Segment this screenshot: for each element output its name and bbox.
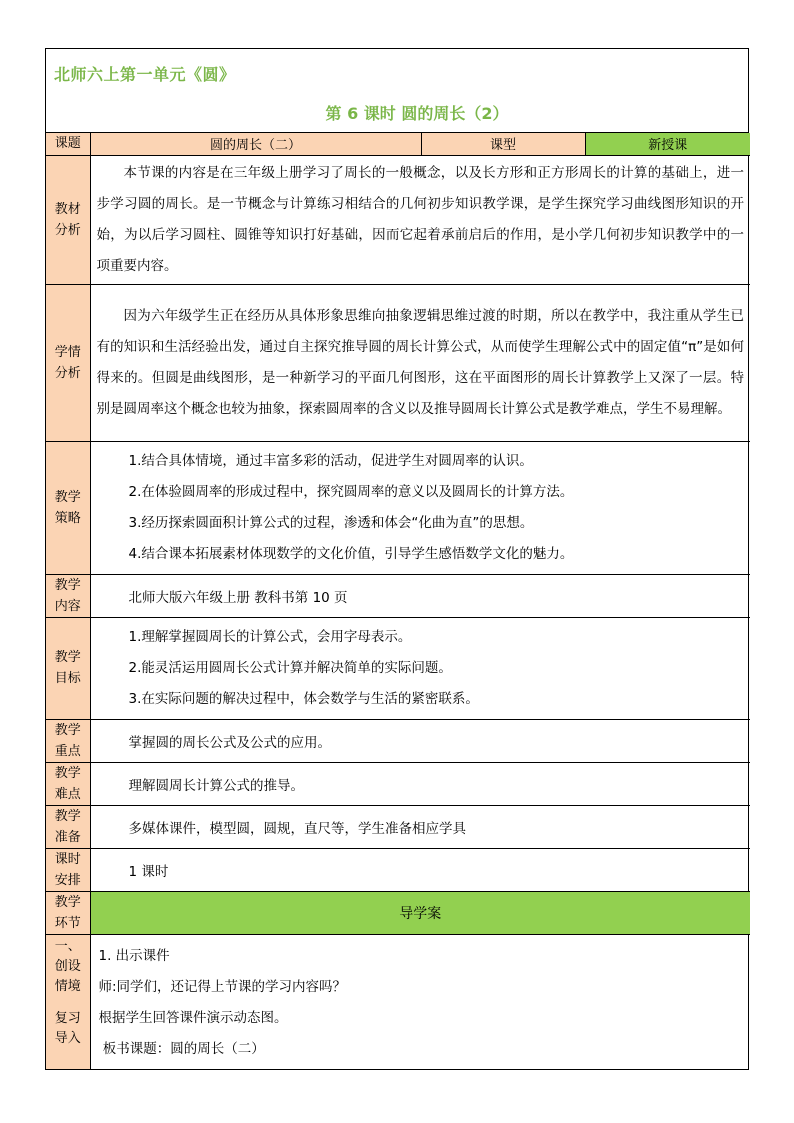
student-analysis-label: 学情 分析 bbox=[46, 284, 90, 441]
strategy-item: 1.结合具体情境，通过丰富多彩的活动，促进学生对圆周率的认识。 bbox=[128, 452, 533, 469]
preparation-text: 多媒体课件，模型圆，圆规，直尺等，学生准备相应学具 bbox=[90, 805, 750, 848]
stage-one-line: 师:同学们，还记得上节课的学习内容吗？ bbox=[98, 978, 347, 995]
student-analysis-text: 因为六年级学生正在经历从具体形象思维向抽象逻辑思维过渡的时期，所以在教学中，我注重从学生已有的知识和生活经验出发，通过自主探究推导圆的周长计算公式，从而使学生理解公式中的固定值“π”是如何得来的。但圆是曲线图形，是一种新学习的平面几何图形，这在平面图形的周长计算教学上又深了一层。特别是圆周率这个概念也较为抽象，探索圆周率的含义以及推导圆周长计算公式是教学难点，学生不易理解。 bbox=[90, 284, 750, 441]
content-label: 教学 内容 bbox=[46, 574, 90, 617]
preparation-row bbox=[46, 805, 750, 848]
stage-one-line: 根据学生回答课件演示动态图。 bbox=[98, 1009, 288, 1026]
topic-value: 圆的周长（二） bbox=[90, 133, 421, 155]
schedule-label: 课时 安排 bbox=[46, 848, 90, 891]
strategy-item: 3.经历探索圆面积计算公式的过程，渗透和体会“化曲为直”的思想。 bbox=[128, 514, 534, 531]
strategy-item: 2.在体验圆周率的形成过程中，探究圆周率的意义以及圆周长的计算方法。 bbox=[128, 483, 574, 500]
difficulty-label: 教学 难点 bbox=[46, 762, 90, 805]
stage-one-content bbox=[90, 934, 750, 1069]
header bbox=[46, 49, 748, 133]
content-text: 北师大版六年级上册 教科书第 10 页 bbox=[90, 574, 750, 617]
preparation-label: 教学 准备 bbox=[46, 805, 90, 848]
type-value: 新授课 bbox=[585, 133, 750, 155]
stage-one-row bbox=[46, 934, 750, 1069]
goals-row bbox=[46, 617, 750, 719]
strategy-item: 4.结合课本拓展素材体现数学的文化价值，引导学生感悟数学文化的魅力。 bbox=[128, 545, 574, 562]
stage-one-label bbox=[46, 934, 90, 1069]
strategy-label: 教学 策略 bbox=[46, 441, 90, 574]
topic-label: 课题 bbox=[46, 133, 90, 155]
key-point-label: 教学 重点 bbox=[46, 719, 90, 762]
textbook-analysis-label: 教材 分析 bbox=[46, 155, 90, 284]
key-point-row bbox=[46, 719, 750, 762]
schedule-text: 1 课时 bbox=[90, 848, 750, 891]
stage-one-label-bottom: 复习 导入 bbox=[54, 1010, 81, 1046]
textbook-analysis-text: 本节课的内容是在三年级上册学习了周长的一般概念，以及长方形和正方形周长的计算的基础上，进一步学习圆的周长。是一节概念与计算练习相结合的几何初步知识教学课，是学生探究学习曲线图形知识的开始，为以后学习圆柱、圆锥等知识打好基础，因而它起着承前启后的作用，是小学几何初步知识教学中的一项重要内容。 bbox=[90, 155, 750, 284]
stage-row bbox=[46, 891, 750, 934]
goals-label: 教学 目标 bbox=[46, 617, 90, 719]
content-row bbox=[46, 574, 750, 617]
key-point-text: 掌握圆的周长公式及公式的应用。 bbox=[90, 719, 750, 762]
lesson-title: 第 6 课时 圆的周长（2） bbox=[325, 104, 509, 123]
goal-item: 3.在实际问题的解决过程中，体会数学与生活的紧密联系。 bbox=[128, 690, 479, 707]
schedule-row bbox=[46, 848, 750, 891]
stage-one-line: 板书课题：圆的周长（二） bbox=[98, 1040, 265, 1057]
textbook-analysis-row bbox=[46, 155, 750, 284]
stage-one-label-top: 一、 创设 情境 bbox=[54, 938, 81, 994]
student-analysis-row bbox=[46, 284, 750, 441]
goal-item: 1.理解掌握圆周长的计算公式，会用字母表示。 bbox=[128, 628, 412, 645]
strategy-row bbox=[46, 441, 750, 574]
strategy-list bbox=[90, 441, 750, 574]
stage-title: 导学案 bbox=[90, 891, 750, 934]
difficulty-row bbox=[46, 762, 750, 805]
difficulty-text: 理解圆周长计算公式的推导。 bbox=[90, 762, 750, 805]
series-title: 北师六上第一单元《圆》 bbox=[54, 65, 236, 84]
lesson-plan-sheet bbox=[45, 48, 749, 1070]
topic-row bbox=[46, 133, 750, 155]
goal-item: 2.能灵活运用圆周长公式计算并解决简单的实际问题。 bbox=[128, 659, 452, 676]
goals-list bbox=[90, 617, 750, 719]
lesson-table bbox=[46, 133, 750, 1069]
stage-one-line: 1. 出示课件 bbox=[98, 947, 170, 964]
stage-label: 教学 环节 bbox=[46, 891, 90, 934]
type-label: 课型 bbox=[421, 133, 585, 155]
